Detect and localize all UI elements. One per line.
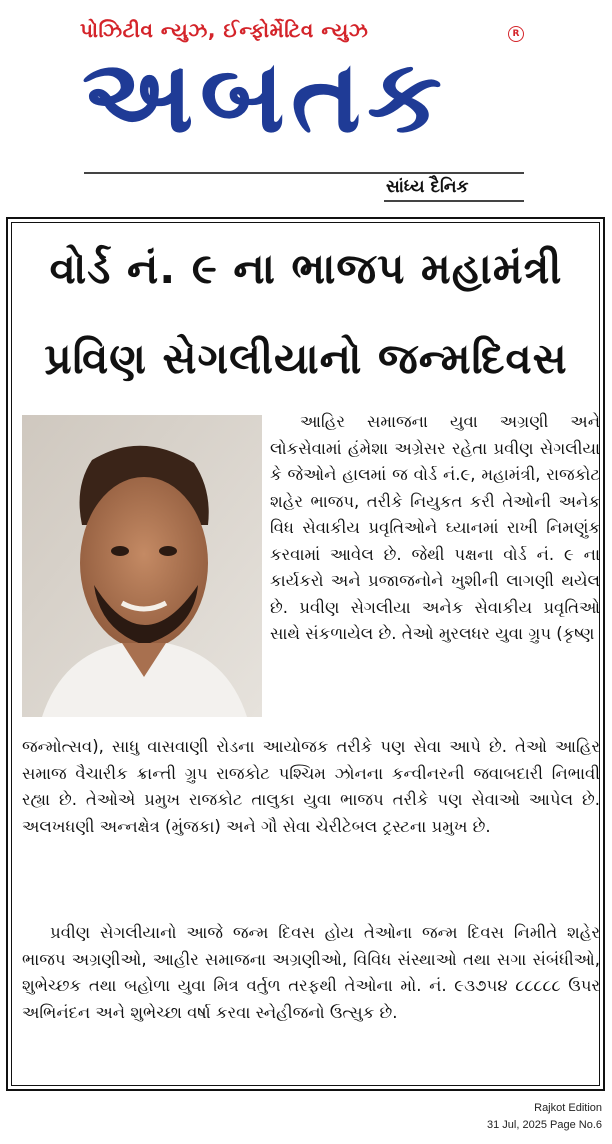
article-body-full xyxy=(22,734,600,840)
date-page-label: 31 Jul, 2025 Page No.6 xyxy=(487,1119,602,1131)
masthead xyxy=(0,0,612,210)
registered-mark-icon: R xyxy=(508,26,524,42)
masthead-subtitle: સાંધ્ય દૈનિક xyxy=(386,177,469,197)
article-paragraph-2 xyxy=(22,920,600,1026)
edition-footer xyxy=(487,1100,602,1134)
tagline: પોઝિટીવ ન્યુઝ, ઈન્ફોર્મેટિવ ન્યુઝ xyxy=(80,18,369,42)
paragraph-2: પ્રવીણ સેગલીયાનો આજે જન્મ દિવસ હોય તેઓના જન્મ દિવસ નિમીતે શહેર ભાજપ અગ્રણીઓ, આહીર સમાજના અગ્રણીઓ, વિવિધ સંસ્થાઓ તથા સગા સંબંધીઓ, શુભેચ્છક તથા બહોળા યુવા મિત્ર વર્તુળ તરફથી તેઓના મો. નં. ૯૩૭૫૪ ૮૮૮૮૮ ઉપર અભિનંદન અને શુભેચ્છા વર્ષા કરવા સ્નેહીજનો ઉત્સુક છે. xyxy=(22,923,600,1022)
edition-label: Rajkot Edition xyxy=(534,1102,602,1114)
paragraph-1-continued: જન્મોત્સવ), સાધુ વાસવાણી રોડના આયોજક તરીકે પણ સેવા આપે છે. તેઓ આહિર સમાજ વૈચારીક ક્રાન્તી ગ્રુપ રાજકોટ પશ્ચિમ ઝોનના કન્વીનરની જવાબદારી નિભાવી રહ્યા છે. તેઓએ પ્રમુખ રાજકોટ તાલુકા યુવા ભાજપ તરીકે પણ સેવાઓ આપેલ છે. અલખધણી અન્નક્ષેત્ર (મુંજકા) અને ગૌ સેવા ચેરીટેબલ ટ્રસ્ટના પ્રમુખ છે. xyxy=(22,737,600,836)
newspaper-logo: અબતક xyxy=(82,38,449,155)
portrait-photo xyxy=(22,415,262,717)
subtitle-underline xyxy=(384,200,524,202)
headline-line-2: પ્રવિણ સેગલીયાનો જન્મદિવસ xyxy=(44,334,568,383)
article-body-column xyxy=(270,409,600,648)
portrait-illustration xyxy=(22,415,262,717)
paragraph-1-right: આહિર સમાજના યુવા અગ્રણી અને લોકસેવામાં હંમેશા અગ્રેસર રહેતા પ્રવીણ સેગલીયા કે જેઓને હાલમાં જ વોર્ડ નં.૯, મહામંત્રી, રાજકોટ શહેર ભાજપ, તરીકે નિયુકત કરી તેઓની અનેક વિધ સેવાકીય પ્રવૃતિઓને ઘ્યાનમાં રાખી નિમણુંક કરવામાં આવેલ છે. જેથી પક્ષના વોર્ડ નં. ૯ ના કાર્યકરો અને પ્રજાજનોને ખુશીની લાગણી થયેલ છે. પ્રવીણ સેગલીયા અનેક સેવાકીય પ્રવૃતિઓ સાથે સંકળાયેલ છે. તેઓ મુરલધર યુવા ગ્રુપ (કૃષ્ણ xyxy=(270,412,600,643)
masthead-divider xyxy=(84,172,524,174)
headline-line-1: વોર્ડ નં. ૯ ના ભાજપ મહામંત્રી xyxy=(49,244,563,293)
